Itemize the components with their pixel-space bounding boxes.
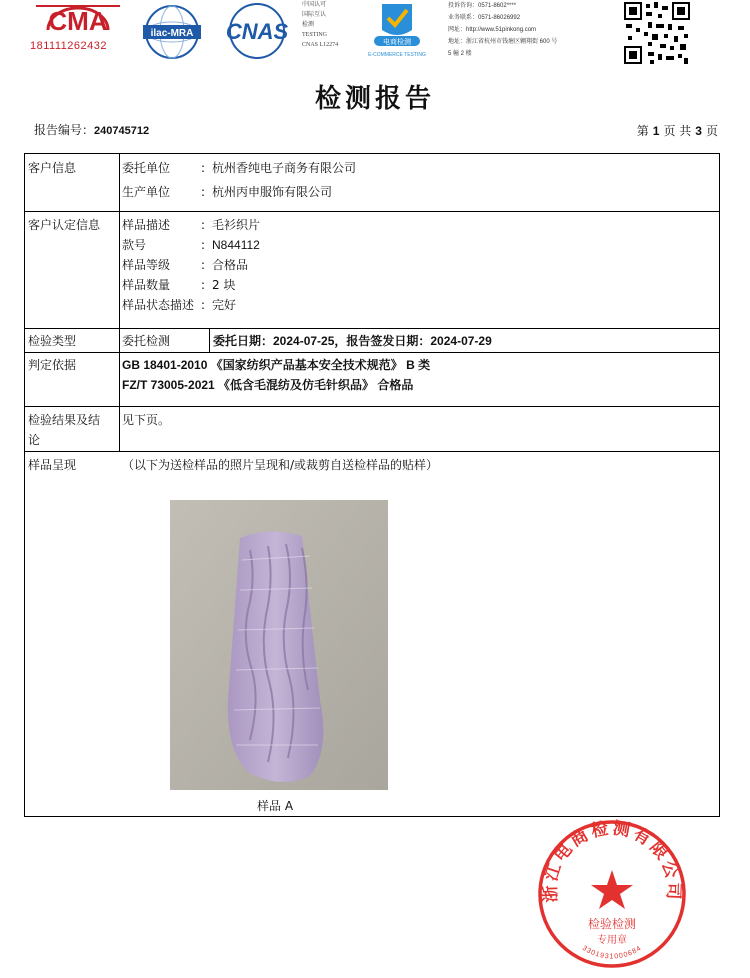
contact-line: 5 幢 2 楼 (448, 51, 472, 57)
ilac-logo-text: ilac-MRA (150, 28, 194, 39)
knit-swatch-image (170, 500, 388, 790)
cma-number: 181111262432 (30, 40, 107, 52)
cma-logo-text: CMA (48, 6, 108, 36)
sample-info-rows (122, 215, 260, 315)
sample-info-row: 样品等级 : 合格品 (122, 258, 249, 272)
contact-line: 网址：http://www.51pinkong.com (448, 27, 537, 33)
page-suffix: 页 (705, 124, 718, 138)
contact-line: 地址：浙江省杭州市钱塘区翱翔街 600 号 (448, 39, 558, 45)
report-table (24, 153, 720, 817)
sample-info-row: 样品状态描述 : 完好 (122, 298, 237, 312)
basis-label: 判定依据 (28, 358, 77, 372)
page-middle: 页 共 (663, 124, 692, 138)
seal-center-line-2: 专用章 (597, 935, 627, 946)
sample-display-note: （以下为送检样品的照片呈现和/或裁剪自送检样品的贴样） (122, 458, 439, 472)
sample-photo-caption: 样品 A (257, 799, 294, 813)
basis-lines (122, 355, 430, 395)
row-divider (25, 352, 719, 353)
cnas-side-text (302, 0, 338, 50)
seal-star-icon (591, 870, 633, 909)
test-type-value: 委托检测 (122, 334, 171, 348)
svg-text:3301931000684 (581, 945, 643, 961)
contact-info (448, 0, 557, 60)
test-dates: 委托日期：2024-07-25，报告签发日期：2024-07-29 (213, 334, 492, 348)
cnas-logo (216, 2, 298, 60)
row-divider (25, 451, 719, 452)
sample-info-section-label: 客户认定信息 (28, 218, 101, 232)
sample-photo (170, 500, 388, 790)
result-label-line: 论 (28, 433, 41, 447)
contact-line: 投诉咨询：0571-8602**** (448, 3, 517, 9)
contact-line: 业务联系：0571-86026992 (448, 15, 521, 21)
col-divider (119, 154, 120, 451)
qr-code[interactable] (622, 0, 692, 66)
report-number-value: 240745712 (94, 125, 150, 137)
result-value: 见下页。 (122, 413, 171, 427)
row-divider (25, 211, 719, 212)
cnas-side-line: 检测 (302, 22, 315, 28)
cnas-logo-text: CNAS (225, 19, 289, 44)
result-label (28, 410, 118, 450)
page-prefix: 第 (636, 124, 649, 138)
seal-number: 3301931000684 (580, 944, 644, 961)
test-type-label: 检验类型 (28, 334, 77, 348)
seal-arc-text: 浙江电商检测有限公司 (540, 818, 684, 903)
report-title: 检测报告 (314, 84, 435, 114)
col-divider (209, 328, 210, 352)
client-row: 生产单位 : 杭州丙申服饰有限公司 (122, 185, 333, 199)
sample-info-row: 样品数量 : 2 块 (122, 278, 236, 292)
sample-info-row: 样品描述 : 毛衫织片 (122, 218, 261, 232)
report-number-label: 报告编号： (34, 123, 95, 137)
cnas-side-line: TESTING (302, 32, 327, 38)
cnas-side-line: 国际互认 (302, 12, 327, 18)
client-rows (122, 158, 356, 202)
sample-display-label: 样品呈现 (28, 458, 77, 472)
sample-info-row: 款号 : N844112 (122, 238, 260, 252)
row-divider (25, 328, 719, 329)
official-seal (536, 818, 688, 970)
page-current: 1 (652, 124, 660, 138)
cnas-side-line: 中国认可 (302, 2, 327, 8)
client-section-label: 客户信息 (28, 161, 77, 175)
basis-line: FZ/T 73005-2021 《低含毛混纺及仿毛针织品》 合格品 (122, 378, 414, 392)
report-number (34, 121, 149, 138)
page-indicator (637, 122, 718, 139)
basis-line: GB 18401-2010 《国家纺织产品基本安全技术规范》 B 类 (122, 358, 431, 372)
client-row: 委托单位 : 杭州香纯电子商务有限公司 (122, 161, 357, 175)
ecommerce-testing-logo (360, 0, 434, 60)
ecom-logo-sub: E-COMMERCE TESTING (368, 52, 426, 58)
cnas-side-line: CNAS L12274 (302, 42, 339, 48)
page-total: 3 (695, 124, 702, 138)
seal-center-line-1: 检验检测 (587, 917, 637, 931)
result-label-line: 检验结果及结 (28, 413, 101, 427)
ilac-mra-logo (139, 4, 205, 60)
ecom-logo-label: 电商检测 (383, 38, 411, 46)
row-divider (25, 406, 719, 407)
